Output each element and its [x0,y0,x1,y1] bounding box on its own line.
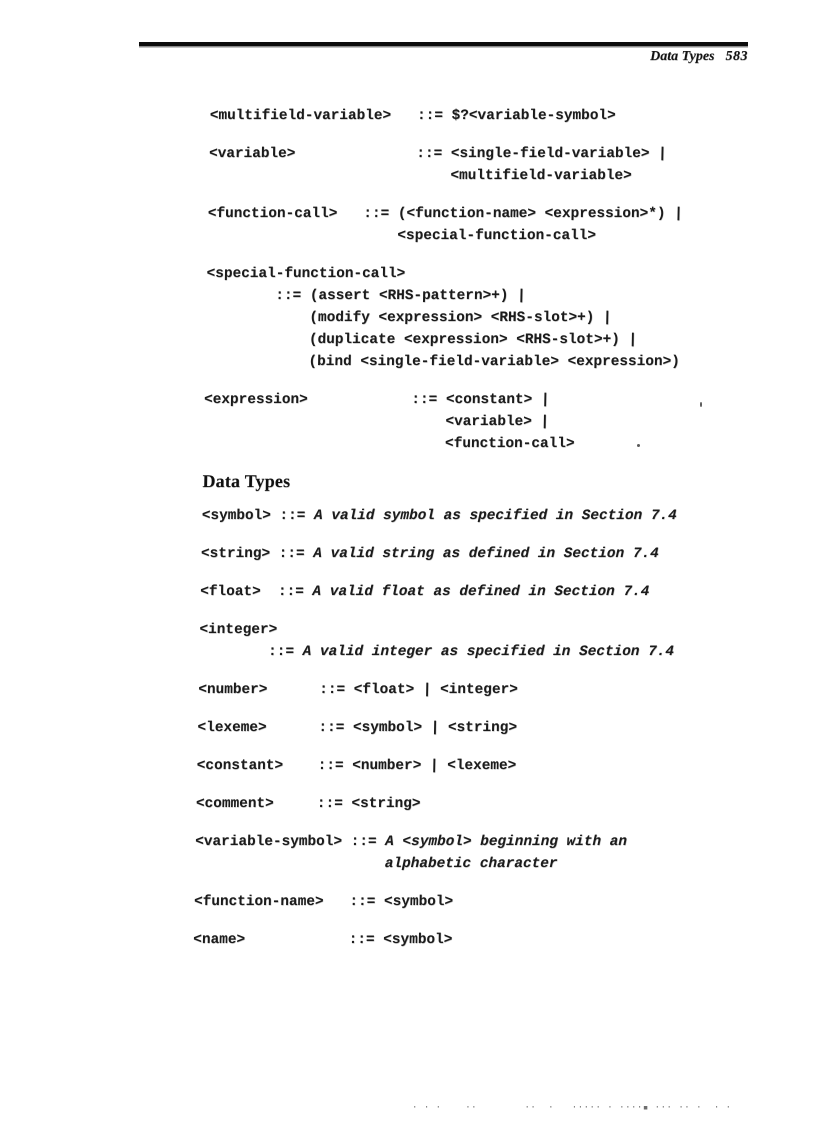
bnf-code-segment: <integer> [199,622,278,638]
running-header-title: Data Types [650,49,715,64]
bnf-line [209,143,749,165]
bnf-prose-segment: alphabetic character [384,856,558,872]
bnf-line [197,755,737,777]
bnf-code-segment: <special-function-call> [206,266,406,282]
bnf-code-segment: <name> ::= <symbol> [193,932,453,948]
bnf-line [203,433,743,455]
bnf-code-segment: ::= [198,644,303,660]
bnf-code-segment: <variable> ::= <single-field-variable> | [208,146,667,162]
scan-speck [637,444,640,447]
header-rule [139,42,748,46]
bnf-line [198,679,738,701]
bnf-code-segment: <number> ::= <float> | <integer> [198,682,518,698]
bnf-line [206,307,746,329]
bnf-production [197,755,737,777]
bnf-production [203,389,744,455]
bnf-code-segment: <constant> ::= <number> | <lexeme> [196,758,517,774]
bnf-line [195,853,735,875]
bnf-line [206,285,746,307]
bnf-code-segment: <string> ::= [200,546,314,562]
bnf-prose-segment: A <symbol> beginning with an [385,834,628,850]
grammar-section-top [203,105,750,455]
bnf-production [201,543,741,565]
bnf-line [200,581,740,603]
bnf-code-segment: <float> ::= [200,584,313,600]
scan-noise-artifact: · · · ·· ·· · ····· · ····▪ ··· ·· · · · [412,1103,732,1113]
bnf-prose-segment: A valid string as defined in Section 7.4 [313,546,659,562]
bnf-code-segment: (bind <single-field-variable> <expression>) [204,354,680,370]
bnf-line [206,263,746,285]
bnf-line [208,203,748,225]
bnf-code-segment: <function-name> ::= <symbol> [193,894,454,910]
bnf-line [197,717,737,739]
page-content [193,105,750,967]
bnf-line [205,351,745,373]
bnf-line [210,105,750,127]
bnf-line [195,831,735,853]
bnf-line [194,891,734,913]
bnf-line [203,411,743,433]
bnf-code-segment [195,856,385,872]
bnf-line [196,793,736,815]
bnf-code-segment: (duplicate <expression> <RHS-slot>+) | [205,332,638,348]
bnf-production [200,581,740,603]
bnf-code-segment: <comment> ::= <string> [195,796,421,812]
bnf-production [198,679,738,701]
section-heading: Data Types [202,471,291,491]
bnf-line [208,165,748,187]
running-header [139,49,748,65]
bnf-production [208,143,749,187]
bnf-code-segment: <expression> ::= <constant> | [203,392,550,408]
bnf-code-segment: <lexeme> ::= <symbol> | <string> [197,720,518,736]
bnf-code-segment: <multifield-variable> [208,168,632,184]
bnf-production [194,891,734,913]
bnf-production [196,793,736,815]
bnf-line [202,505,742,527]
bnf-code-segment: ::= (assert <RHS-pattern>+) | [206,288,526,304]
bnf-line [205,329,745,351]
bnf-code-segment: <multifield-variable> ::= $?<variable-symbol> [209,108,616,124]
bnf-code-segment: (modify <expression> <RHS-slot>+) | [205,310,612,326]
bnf-line [199,619,739,641]
bnf-production [193,929,733,951]
bnf-code-segment: <symbol> ::= [201,508,315,524]
bnf-line [193,929,733,951]
bnf-production [199,619,740,663]
bnf-line [201,543,741,565]
scan-speck [700,402,702,407]
bnf-code-segment: <function-call> [203,436,575,452]
bnf-production [205,263,747,373]
bnf-prose-segment: A valid float as defined in Section 7.4 [312,584,650,600]
bnf-code-segment: <function-call> ::= (<function-name> <expression>*) | [207,206,683,222]
page-number: 583 [725,49,748,64]
bnf-code-segment: <variable> | [203,414,550,430]
bnf-line [199,641,739,663]
bnf-prose-segment: A valid symbol as specified in Section 7.4 [313,508,677,524]
bnf-production [210,105,750,127]
bnf-line [204,389,744,411]
bnf-prose-segment: A valid integer as specified in Section 7.4 [302,644,675,660]
bnf-production [207,203,748,247]
grammar-section-data-types [193,505,742,951]
bnf-production [202,505,742,527]
bnf-production [195,831,736,875]
bnf-production [197,717,737,739]
bnf-line [207,225,747,247]
bnf-code-segment: <variable-symbol> ::= [195,834,386,850]
bnf-code-segment: <special-function-call> [207,228,597,244]
